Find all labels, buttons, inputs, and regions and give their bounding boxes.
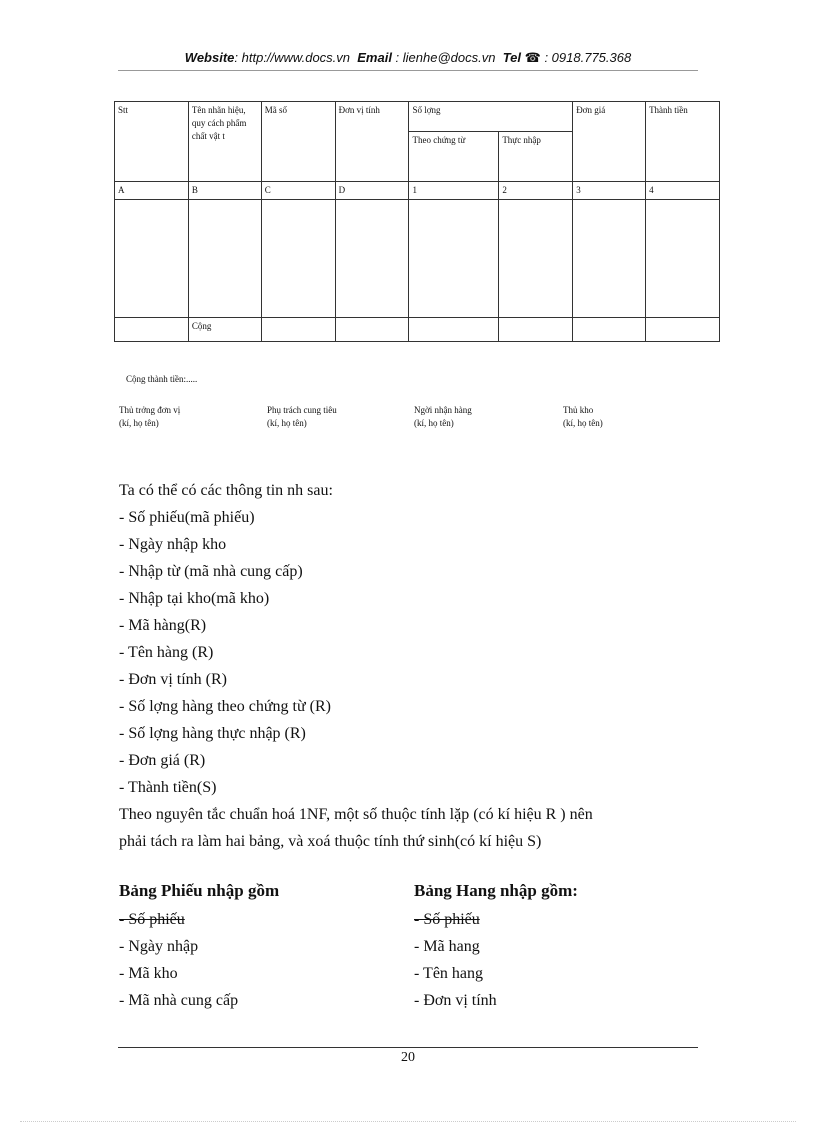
- list-item: - Số phiếu: [414, 911, 480, 928]
- list-item: - Số lợng hàng thực nhập (R): [119, 725, 306, 742]
- signature-block: [414, 404, 472, 430]
- signature-note: (kí, họ tên): [414, 418, 454, 428]
- code-cell: 3: [573, 182, 646, 200]
- header-thanh-tien: Thành tiền: [646, 102, 720, 182]
- list-item: - Mã kho: [119, 965, 178, 982]
- total-label: Cộng: [188, 318, 261, 342]
- list-item: - Mã hàng(R): [119, 617, 207, 634]
- table-empty-row: [115, 200, 720, 318]
- list-item: - Số lợng hàng theo chứng từ (R): [119, 698, 331, 715]
- header-thuc-nhap: Thực nhập: [499, 132, 573, 182]
- table-header-row: [115, 102, 720, 132]
- signature-note: (kí, họ tên): [267, 418, 307, 428]
- list-item: - Nhập tại kho(mã kho): [119, 590, 270, 607]
- list-item: - Nhập từ (mã nhà cung cấp): [119, 563, 303, 580]
- signature-block: [563, 404, 603, 430]
- right-table-title: Bảng Hang nhập gồm:: [414, 881, 578, 900]
- code-cell: C: [261, 182, 335, 200]
- signature-role: Phụ trách cung tiêu: [267, 405, 337, 415]
- signature-role: Ngời nhận hàng: [414, 405, 472, 415]
- left-table-list: [119, 906, 238, 1014]
- list-item: - Đơn vị tính: [414, 992, 497, 1009]
- paragraph-line: Theo nguyên tắc chuẩn hoá 1NF, một số thuộc tính lặp (có kí hiệu R ) nên: [119, 806, 593, 823]
- header-rule: [118, 70, 698, 71]
- signature-note: (kí, họ tên): [119, 418, 159, 428]
- right-table-list: [414, 906, 497, 1014]
- email-value: : lienhe@docs.vn: [391, 50, 496, 65]
- table-total-row: [115, 318, 720, 342]
- footer-rule: [118, 1047, 698, 1048]
- list-item: - Mã hang: [414, 938, 480, 955]
- code-cell: B: [188, 182, 261, 200]
- header-theo-chung-tu: Theo chứng từ: [409, 132, 499, 182]
- list-item: - Số phiếu(mã phiếu): [119, 509, 255, 526]
- receipt-form-table: [114, 101, 720, 342]
- code-cell: D: [335, 182, 409, 200]
- signature-role: Thủ trởng đơn vị: [119, 405, 181, 415]
- intro-line: Ta có thể có các thông tin nh sau:: [119, 482, 333, 499]
- tel-value: : 0918.775.368: [540, 50, 632, 65]
- header-ma-so: Mã số: [261, 102, 335, 182]
- signature-note: (kí, họ tên): [563, 418, 603, 428]
- header-don-gia: Đơn giá: [573, 102, 646, 182]
- header-ten: Tên nhãn hiệu, quy cách phẩm chất vật t: [188, 102, 261, 182]
- list-item: - Tên hang: [414, 965, 484, 982]
- tel-label: Tel: [502, 50, 522, 65]
- code-cell: 2: [499, 182, 573, 200]
- list-item: - Số phiếu: [119, 911, 185, 928]
- signature-block: [267, 404, 337, 430]
- list-item: - Ngày nhập: [119, 938, 199, 955]
- list-item: - Đơn giá (R): [119, 752, 206, 769]
- table-code-row: [115, 182, 720, 200]
- list-item: - Đơn vị tính (R): [119, 671, 228, 688]
- page-header: [118, 50, 698, 66]
- list-item: - Thành tiền(S): [119, 779, 217, 796]
- paragraph-line: phải tách ra làm hai bảng, và xoá thuộc tính thứ sinh(có kí hiệu S): [119, 833, 542, 850]
- total-amount-line: Cộng thành tiền:.....: [126, 374, 198, 384]
- list-item: - Ngày nhập kho: [119, 536, 227, 553]
- list-item: - Tên hàng (R): [119, 644, 214, 661]
- header-don-vi: Đơn vị tính: [335, 102, 409, 182]
- website-value: : http://www.docs.vn: [234, 50, 351, 65]
- code-cell: 4: [646, 182, 720, 200]
- signature-block: [119, 404, 180, 430]
- code-cell: A: [115, 182, 189, 200]
- signature-role: Thủ kho: [563, 405, 594, 415]
- list-item: - Mã nhà cung cấp: [119, 992, 239, 1009]
- left-table-title: Bảng Phiếu nhập gồm: [119, 881, 280, 900]
- body-text: [119, 477, 593, 855]
- phone-icon: ☎: [524, 50, 541, 65]
- header-so-luong: Số lợng: [409, 102, 573, 132]
- email-label: Email: [357, 50, 392, 65]
- page-bottom-divider: [20, 1121, 796, 1122]
- page-number: 20: [401, 1050, 415, 1065]
- header-stt: Stt: [115, 102, 189, 182]
- code-cell: 1: [409, 182, 499, 200]
- website-label: Website: [184, 50, 235, 65]
